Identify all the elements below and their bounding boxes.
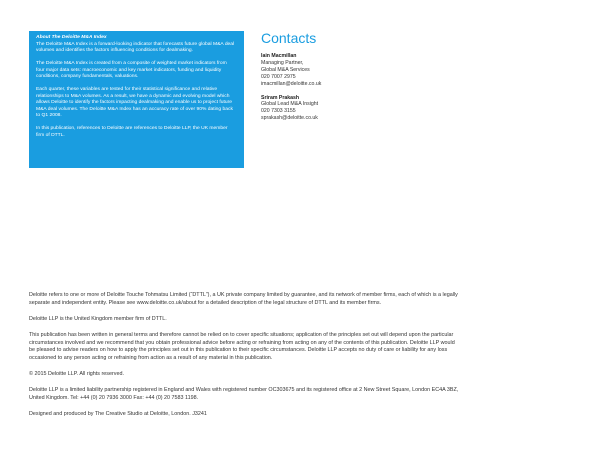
contacts-title: Contacts bbox=[261, 30, 317, 46]
copyright-notice: © 2015 Deloitte LLP. All rights reserved. bbox=[29, 370, 124, 377]
about-panel bbox=[29, 31, 244, 168]
contact-department: Global M&A Services bbox=[261, 66, 310, 73]
contact-phone: 020 7303 3155 bbox=[261, 108, 296, 115]
contact-email[interactable]: imacmillan@deloitte.co.uk bbox=[261, 80, 322, 87]
about-paragraph: The Deloitte M&A Index is created from a composite of weighted market indicators from four major data sets: macroeconomic and key market indicators, funding and liquidity conditions, company fundamentals, valuations. bbox=[36, 60, 227, 80]
about-title: About The Deloitte M&A Index bbox=[36, 35, 107, 40]
legal-paragraph: Deloitte LLP is a limited liability partnership registered in England and Wales with registered number OC303675 and its registered office at 2 New Street Square, London EC4A 3BZ, United Kingdom. Tel: +44 (0) 20 7936 3000 Fax: +44 (0) 20 7583 1198. bbox=[29, 387, 459, 401]
about-paragraph: The Deloitte M&A Index is a forward-looking indicator that forecasts future global M&A deal volumes and identifies the factors influencing conditions for dealmaking. bbox=[36, 41, 235, 54]
production-credit: Designed and produced by The Creative Studio at Deloitte, London. J3241 bbox=[29, 410, 207, 417]
contacts-section bbox=[261, 30, 421, 129]
about-paragraph: In this publication, references to Deloitte are references to Deloitte LLP, the UK member firm of DTTL. bbox=[36, 126, 228, 138]
contact-name: Iain Macmillan bbox=[261, 53, 297, 59]
about-paragraph: Each quarter, these variables are tested for their statistical significance and relative relationships to M&A volumes. As a result, we have a dynamic and evolving model which allows Deloitte to identify the factors impacting dealmaking and enable us to project future M&A deal volumes. The Deloitte M&A Index has an accuracy rate of over 90% dating back to Q1 2008. bbox=[36, 86, 233, 119]
legal-notice bbox=[29, 292, 459, 427]
contact-name: Sriram Prakash bbox=[261, 94, 300, 101]
contact-card bbox=[261, 95, 421, 123]
legal-paragraph: This publication has been written in general terms and therefore cannot be relied on to cover specific situations; application of the principles set out will depend upon the particular circumstances involved and we recommend that you obtain professional advice before acting or refraining from acting on any of the contents of this publication. Deloitte LLP would be pleased to advise readers on how to apply the principles set out in this publication to their specific circumstances. Deloitte LLP accepts no duty of care or liability for any loss occasioned to any person acting or refraining from action as a result of any material in this publication. bbox=[29, 331, 455, 361]
contact-role: Managing Partner, bbox=[261, 59, 304, 66]
legal-paragraph: Deloitte LLP is the United Kingdom member firm of DTTL. bbox=[29, 315, 167, 322]
contact-phone: 020 7007 2975 bbox=[261, 73, 296, 80]
contact-role: Global Lead M&A Insight bbox=[261, 101, 319, 108]
legal-paragraph: Deloitte refers to one or more of Deloitte Touche Tohmatsu Limited (“DTTL”), a UK private company limited by guarantee, and its network of member firms, each of which is a legally separate and independent entity. Please see www.deloitte.co.uk/about for a detailed description of the legal structure of DTTL and its member firms. bbox=[29, 292, 458, 306]
contact-email[interactable]: sprakash@deloitte.co.uk bbox=[261, 115, 318, 122]
contact-card bbox=[261, 53, 421, 88]
